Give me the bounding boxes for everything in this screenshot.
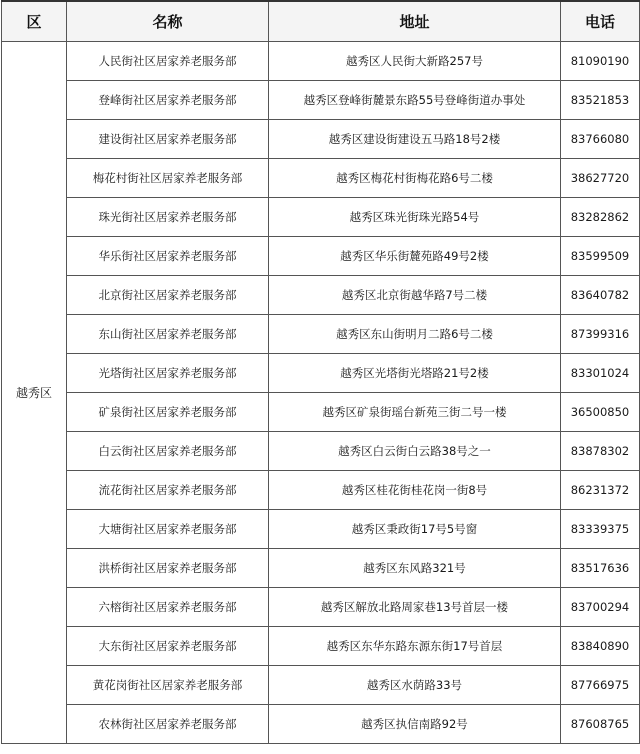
table-row — [2, 315, 640, 354]
service-name-cell: 流花街社区居家养老服务部 — [67, 471, 269, 510]
table-row — [2, 276, 640, 315]
table-row — [2, 471, 640, 510]
address-cell: 越秀区北京街越华路7号二楼 — [269, 276, 561, 315]
table-row — [2, 627, 640, 666]
service-name-cell: 东山街社区居家养老服务部 — [67, 315, 269, 354]
address-cell: 越秀区白云街白云路38号之一 — [269, 432, 561, 471]
header-district: 区 — [2, 1, 67, 42]
service-name-cell: 大东街社区居家养老服务部 — [67, 627, 269, 666]
address-cell: 越秀区矿泉街瑶台新苑三街二号一楼 — [269, 393, 561, 432]
table-row — [2, 393, 640, 432]
phone-cell: 83640782 — [561, 276, 640, 315]
address-cell: 越秀区执信南路92号 — [269, 705, 561, 744]
phone-cell: 83599509 — [561, 237, 640, 276]
address-cell: 越秀区东华东路东源东街17号首层 — [269, 627, 561, 666]
service-name-cell: 白云街社区居家养老服务部 — [67, 432, 269, 471]
table-row — [2, 354, 640, 393]
address-cell: 越秀区华乐街麓苑路49号2楼 — [269, 237, 561, 276]
table-row — [2, 666, 640, 705]
service-directory-table — [1, 0, 640, 744]
phone-cell: 83517636 — [561, 549, 640, 588]
table-row — [2, 705, 640, 744]
service-name-cell: 人民街社区居家养老服务部 — [67, 42, 269, 81]
phone-cell: 83766080 — [561, 120, 640, 159]
phone-cell: 87766975 — [561, 666, 640, 705]
service-name-cell: 建设街社区居家养老服务部 — [67, 120, 269, 159]
phone-cell: 83878302 — [561, 432, 640, 471]
table-row — [2, 120, 640, 159]
address-cell: 越秀区建设街建设五马路18号2楼 — [269, 120, 561, 159]
table-body — [2, 42, 640, 744]
table-header — [2, 1, 640, 42]
header-address: 地址 — [269, 1, 561, 42]
service-name-cell: 洪桥街社区居家养老服务部 — [67, 549, 269, 588]
phone-cell: 87399316 — [561, 315, 640, 354]
phone-cell: 83840890 — [561, 627, 640, 666]
service-name-cell: 梅花村街社区居家养老服务部 — [67, 159, 269, 198]
header-name: 名称 — [67, 1, 269, 42]
address-cell: 越秀区人民街大新路257号 — [269, 42, 561, 81]
table-row — [2, 237, 640, 276]
phone-cell: 81090190 — [561, 42, 640, 81]
phone-cell: 83700294 — [561, 588, 640, 627]
phone-cell: 86231372 — [561, 471, 640, 510]
district-cell: 越秀区 — [2, 42, 67, 744]
address-cell: 越秀区光塔街光塔路21号2楼 — [269, 354, 561, 393]
phone-cell: 83339375 — [561, 510, 640, 549]
phone-cell: 83521853 — [561, 81, 640, 120]
service-name-cell: 北京街社区居家养老服务部 — [67, 276, 269, 315]
table-row — [2, 549, 640, 588]
header-row — [2, 1, 640, 42]
address-cell: 越秀区登峰街麓景东路55号登峰街道办事处 — [269, 81, 561, 120]
table-row — [2, 159, 640, 198]
phone-cell: 83282862 — [561, 198, 640, 237]
service-name-cell: 珠光街社区居家养老服务部 — [67, 198, 269, 237]
phone-cell: 87608765 — [561, 705, 640, 744]
service-name-cell: 登峰街社区居家养老服务部 — [67, 81, 269, 120]
service-name-cell: 农林街社区居家养老服务部 — [67, 705, 269, 744]
service-name-cell: 矿泉街社区居家养老服务部 — [67, 393, 269, 432]
service-name-cell: 光塔街社区居家养老服务部 — [67, 354, 269, 393]
phone-cell: 36500850 — [561, 393, 640, 432]
service-name-cell: 华乐街社区居家养老服务部 — [67, 237, 269, 276]
address-cell: 越秀区东风路321号 — [269, 549, 561, 588]
address-cell: 越秀区梅花村街梅花路6号二楼 — [269, 159, 561, 198]
address-cell: 越秀区珠光街珠光路54号 — [269, 198, 561, 237]
service-name-cell: 黄花岗街社区居家养老服务部 — [67, 666, 269, 705]
phone-cell: 83301024 — [561, 354, 640, 393]
table-row — [2, 588, 640, 627]
table-row — [2, 81, 640, 120]
table-row — [2, 42, 640, 81]
address-cell: 越秀区解放北路周家巷13号首层一楼 — [269, 588, 561, 627]
address-cell: 越秀区东山街明月二路6号二楼 — [269, 315, 561, 354]
address-cell: 越秀区桂花街桂花岗一街8号 — [269, 471, 561, 510]
address-cell: 越秀区水荫路33号 — [269, 666, 561, 705]
phone-cell: 38627720 — [561, 159, 640, 198]
table-row — [2, 510, 640, 549]
service-name-cell: 六榕街社区居家养老服务部 — [67, 588, 269, 627]
table-row — [2, 432, 640, 471]
header-phone: 电话 — [561, 1, 640, 42]
address-cell: 越秀区秉政街17号5号窗 — [269, 510, 561, 549]
table-row — [2, 198, 640, 237]
service-name-cell: 大塘街社区居家养老服务部 — [67, 510, 269, 549]
